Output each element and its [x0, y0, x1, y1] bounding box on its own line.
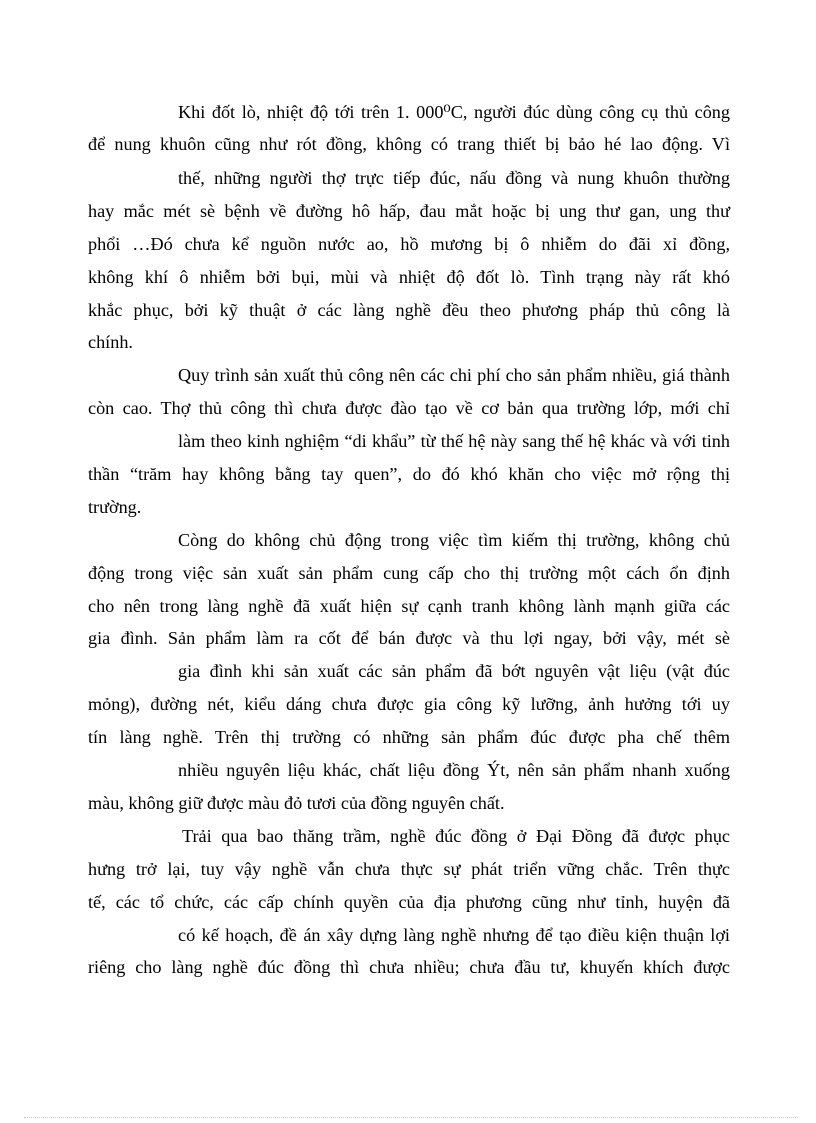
- text-line: Trải qua bao thăng trầm, nghề đúc đồng ở Đại Đồng đã được phục: [182, 826, 730, 846]
- text-line: hay mắc mét sè bệnh về đường hô hấp, đau mắt hoặc bị ung thư gan, ung thư: [88, 201, 730, 221]
- text-line: thế, những người thợ trực tiếp đúc, nấu đồng và nung khuôn thường: [178, 168, 730, 188]
- text-line: Quy trình sản xuất thủ công nên các chi phí cho sản phẩm nhiều, giá thành: [178, 365, 730, 385]
- text-line: còn cao. Thợ thủ công thì chưa được đào tạo về cơ bản qua trường lớp, mới chỉ: [88, 398, 730, 418]
- text-line: riêng cho làng nghề đúc đồng thì chưa nhiều; chưa đầu tư, khuyến khích được: [88, 957, 730, 977]
- text-line: màu, không giữ được màu đỏ tươi của đồng nguyên chất.: [88, 793, 505, 813]
- text-line: khắc phục, bởi kỹ thuật ở các làng nghề đều theo phương pháp thủ công là: [88, 300, 730, 320]
- text-line: động trong việc sản xuất sản phẩm cung cấp cho thị trường một cách ổn định: [88, 563, 730, 583]
- text-line: chính.: [88, 332, 133, 352]
- text-line: Khi đốt lò, nhiệt độ tới trên 1. 000⁰C, người đúc dùng công cụ thủ công: [178, 102, 730, 122]
- text-line: Còng do không chủ động trong việc tìm kiếm thị trường, không chủ: [178, 530, 730, 550]
- text-line: cho nên trong làng nghề đã xuất hiện sự cạnh tranh không lành mạnh giữa các: [88, 596, 730, 616]
- text-line: làm theo kinh nghiệm “di khẩu” từ thế hệ này sang thế hệ khác và với tinh: [178, 431, 730, 451]
- text-line: thần “trăm hay không bằng tay quen”, do đó khó khăn cho việc mở rộng thị: [88, 464, 730, 484]
- text-line: tế, các tổ chức, các cấp chính quyền của địa phương cũng như tỉnh, huyện đã: [88, 892, 730, 912]
- text-line: có kế hoạch, đề án xây dựng làng nghề nhưng để tạo điều kiện thuận lợi: [178, 925, 730, 945]
- text-line: nhiều nguyên liệu khác, chất liệu đồng Ýt, nên sản phẩm nhanh xuống: [178, 760, 730, 780]
- text-line: hưng trở lại, tuy vậy nghề vẫn chưa thực sự phát triển vững chắc. Trên thực: [88, 859, 730, 879]
- text-line: gia đình. Sản phẩm làm ra cốt để bán được và thu lợi ngay, bởi vậy, mét sè: [88, 628, 730, 648]
- footer-divider: [24, 1117, 796, 1118]
- text-line: gia đình khi sản xuất các sản phẩm đã bớt nguyên vật liệu (vật đúc: [178, 661, 730, 681]
- text-line: mỏng), đường nét, kiểu dáng chưa được gia công kỹ lưỡng, ảnh hưởng tới uy: [88, 694, 730, 714]
- text-line: tín làng nghề. Trên thị trường có những sản phẩm đúc được pha chế thêm: [88, 727, 730, 747]
- text-line: trường.: [88, 497, 142, 517]
- text-line: không khí ô nhiễm bởi bụi, mùi và nhiệt độ đốt lò. Tình trạng này rất khó: [88, 267, 730, 287]
- text-line: để nung khuôn cũng như rót đồng, không có trang thiết bị bảo hé lao động. Vì: [88, 134, 730, 154]
- text-line: phổi …Đó chưa kể nguồn nước ao, hồ mương bị ô nhiễm do đãi xỉ đồng,: [88, 234, 730, 254]
